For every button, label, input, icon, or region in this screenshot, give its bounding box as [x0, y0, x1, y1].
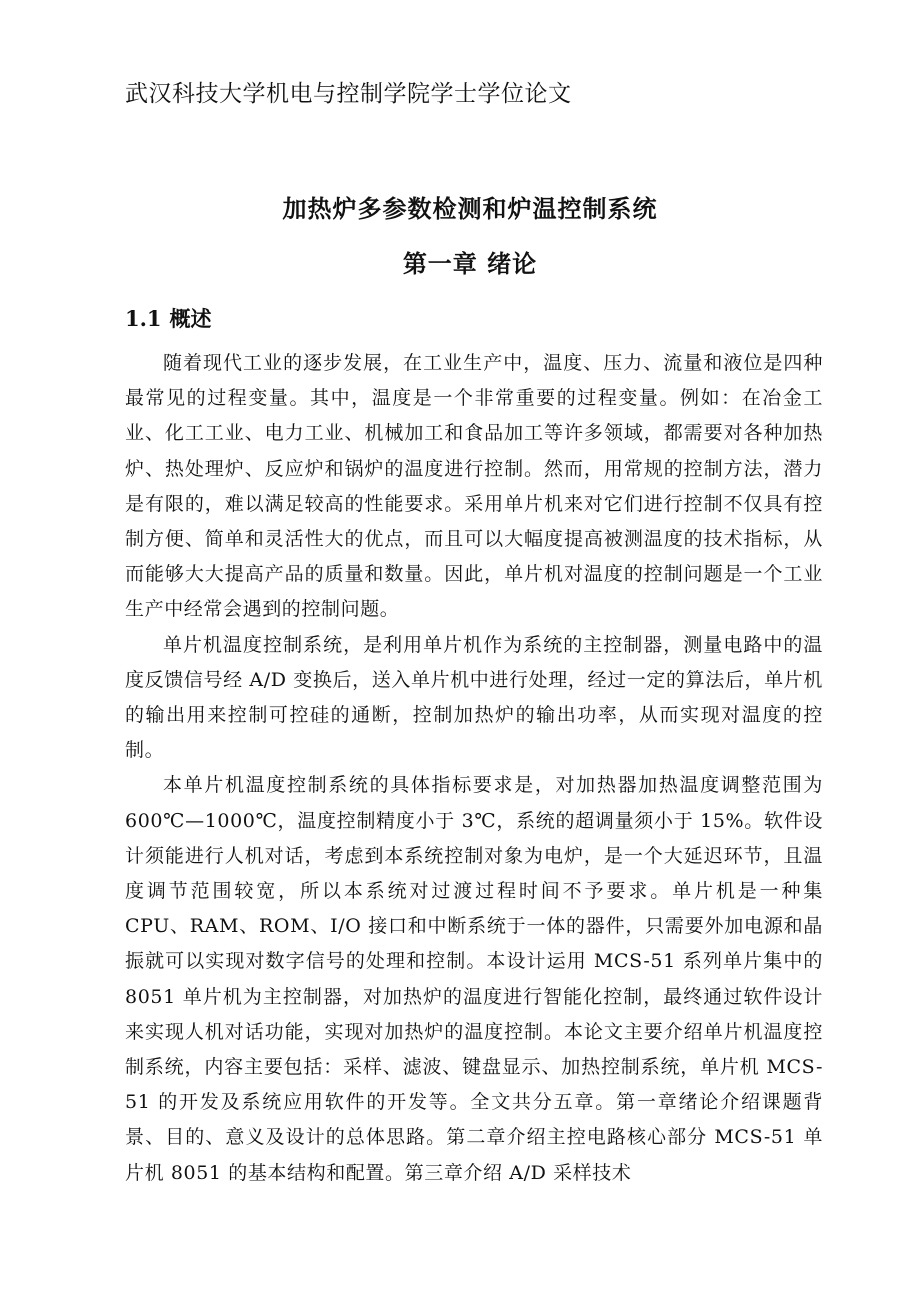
paragraph-1: 随着现代工业的逐步发展，在工业生产中，温度、压力、流量和液位是四种最常见的过程变量。其中，温度是一个非常重要的过程变量。例如：在冶金工业、化工工业、电力工业、机械加工和食品加工等许多领域，都需要对各种加热炉、热处理炉、反应炉和锅炉的温度进行控制。然而，用常规的控制方法，潜力是有限的，难以满足较高的性能要求。采用单片机来对它们进行控制不仅具有控制方便、简单和灵活性大的优点，而且可以大幅度提高被测温度的技术指标，从而能够大大提高产品的质量和数量。因此，单片机对温度的控制问题是一个工业生产中经常会遇到的控制问题。 — [125, 352, 823, 621]
paragraph-2: 单片机温度控制系统，是利用单片机作为系统的主控制器，测量电路中的温度反馈信号经 A/D 变换后，送入单片机中进行处理，经过一定的算法后，单片机的输出用来控制可控硅的通断，控制加热炉的输出功率，从而实现对温度的控制。 — [125, 633, 823, 762]
paragraph-3: 本单片机温度控制系统的具体指标要求是，对加热器加热温度调整范围为 600℃—1000℃，温度控制精度小于 3℃，系统的超调量须小于 15%。软件设计须能进行人机对话，考虑到本系统控制对象为电炉，是一个大延迟环节，且温度调节范围较宽，所以本系统对过渡过程时间不予要求。单片机是一种集 CPU、RAM、ROM、I/O 接口和中断系统于一体的器件，只需要外加电源和晶振就可以实现对数字信号的处理和控制。本设计运用 MCS-51 系列单片集中的 8051 单片机为主控制器，对加热炉的温度进行智能化控制，最终通过软件设计来实现人机对话功能，实现对加热炉的温度控制。本论文主要介绍单片机温度控制系统，内容主要包括：采样、滤波、键盘显示、加热控制系统，单片机 MCS-51 的开发及系统应用软件的开发等。全文共分五章。第一章绪论介绍课题背景、目的、意义及设计的总体思路。第二章介绍主控电路核心部分 MCS-51 单片机 8051 的基本结构和配置。第三章介绍 A/D 采样技术 — [125, 774, 823, 1184]
document-title: 加热炉多参数检测和炉温控制系统 — [282, 195, 658, 223]
section-heading — [125, 304, 212, 334]
body-text — [125, 346, 823, 1191]
section-title: 概述 — [169, 307, 212, 331]
page-header: 武汉科技大学机电与控制学院学士学位论文 — [125, 81, 572, 107]
section-number: 1.1 — [125, 306, 162, 331]
chapter-title: 第一章 绪论 — [402, 250, 538, 278]
